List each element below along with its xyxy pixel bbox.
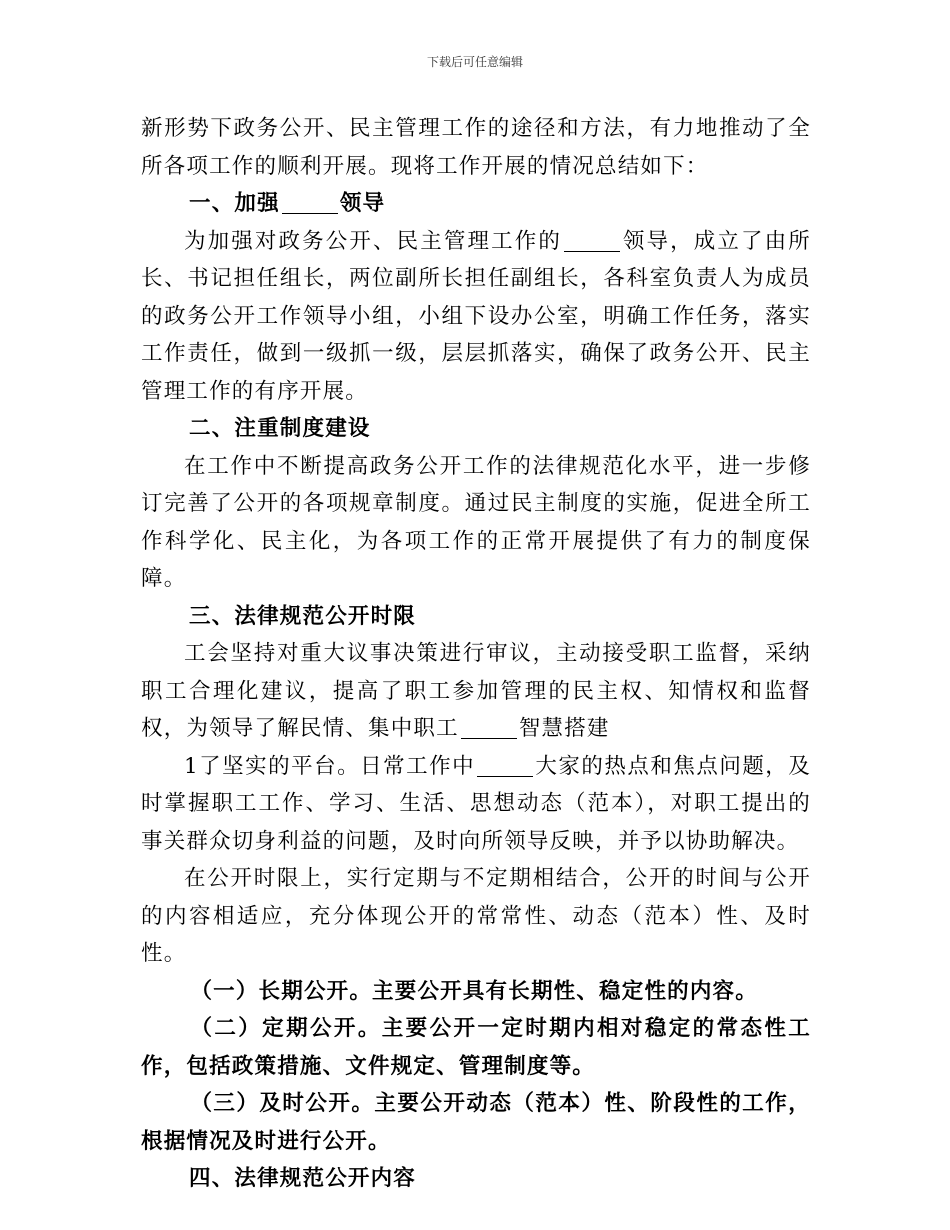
subsection-timely: （三）及时公开。主要公开动态（范本）性、阶段性的工作，根据情况及时进行公开。 xyxy=(141,1091,811,1154)
subsection-periodic: （二）定期公开。主要公开一定时期内相对稳定的常态性工作，包括政策措施、文件规定、管理制度等。 xyxy=(141,1016,811,1079)
heading-text: 一、加强 xyxy=(189,191,280,216)
subsection-long-term: （一）长期公开。主要公开具有长期性、稳定性的内容。 xyxy=(190,978,758,1004)
heading-text: 领导 xyxy=(339,191,386,216)
paragraph-text: 智慧搭建 xyxy=(518,716,610,741)
blank-underline xyxy=(564,229,620,252)
paragraph-text: 为加强对政务公开、民主管理工作的 xyxy=(184,228,562,254)
document-body xyxy=(141,110,811,1198)
paragraph-text: 工会坚持对重大议事决策进行审议，主动接受职工监督，采纳职工合理化建议，提高了职工参加管理的民主权、知情权和监督权，为领导了解民情、集中职工 xyxy=(141,641,811,741)
section-heading-2: 二、注重制度建设 xyxy=(189,416,371,441)
section-heading-1 xyxy=(141,185,811,223)
paragraph-platform xyxy=(141,748,811,861)
blank-underline xyxy=(461,717,517,740)
paragraph-text: 1了坚实的平台。日常工作中 xyxy=(184,753,476,779)
paragraph-union xyxy=(141,635,811,748)
page-header-note: 下载后可任意编辑 xyxy=(426,55,523,69)
paragraph-system: 在工作中不断提高政务公开工作的法律规范化水平，进一步修订完善了公开的各项规章制度。通过民主制度的实施，促进全所工作科学化、民主化，为各项工作的正常开展提供了有力的制度保障。 xyxy=(141,453,811,591)
paragraph-leadership xyxy=(141,223,811,411)
paragraph-intro: 新形势下政务公开、民主管理工作的途径和方法，有力地推动了全所各项工作的顺利开展。现将工作开展的情况总结如下： xyxy=(141,116,811,179)
paragraph-text: 领导，成立了由所长、书记担任组长，两位副所长担任副组长，各科室负责人为成员的政务公开工作领导小组，小组下设办公室，明确工作任务，落实工作责任，做到一级抓一级，层层抓落实，确保了政务公开、民主管理工作的有序开展。 xyxy=(141,228,811,404)
blank-underline xyxy=(477,754,533,777)
section-heading-3: 三、法律规范公开时限 xyxy=(189,603,417,629)
paragraph-time-limit: 在公开时限上，实行定期与不定期相结合，公开的时间与公开的内容相适应，充分体现公开的常常性、动态（范本）性、及时性。 xyxy=(141,866,811,966)
paragraph-text: 大家的热点和焦点问题，及时掌握职工工作、学习、生活、思想动态（范本），对职工提出的事关群众切身利益的问题，及时向所领导反映，并予以协助解决。 xyxy=(141,753,812,854)
blank-underline xyxy=(282,192,338,215)
section-heading-4: 四、法律规范公开内容 xyxy=(189,1166,417,1191)
